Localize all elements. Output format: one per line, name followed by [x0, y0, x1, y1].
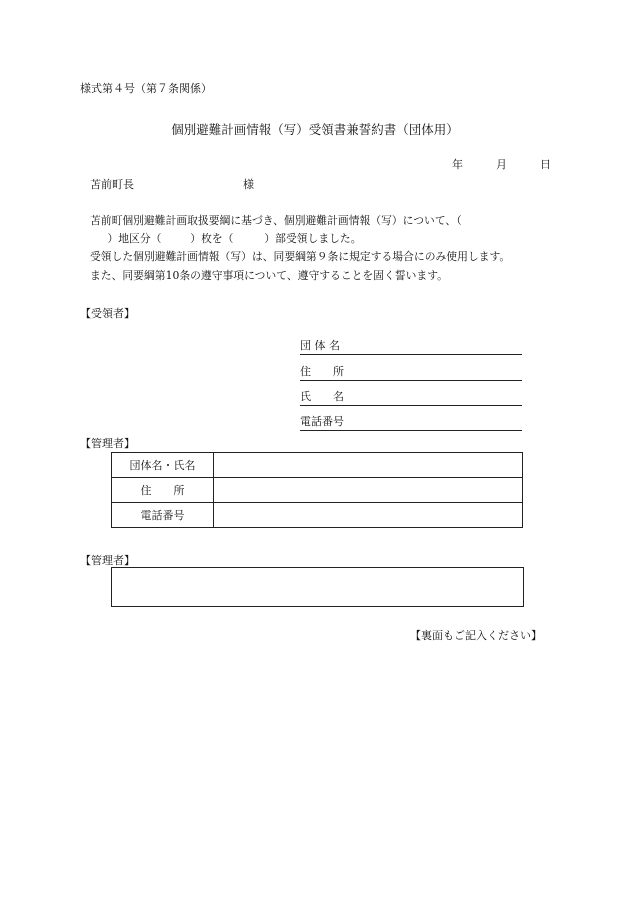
manager-box-heading: 【管理者】 [80, 554, 135, 567]
manager-box[interactable] [111, 567, 524, 607]
recipient-name-field[interactable] [300, 391, 522, 406]
body-line-4: また、同要綱第10条の遵守事項について、遵守することを固く誓います。 [90, 269, 448, 282]
table-row [112, 478, 523, 503]
footer-note: 【裏面もご記入ください】 [410, 629, 542, 642]
date-month: 月 [496, 158, 507, 171]
body-line-2 [90, 231, 362, 246]
manager-group-name-cell[interactable] [214, 453, 523, 478]
form-number: 様式第４号（第７条関係） [80, 82, 212, 95]
recipient-group-name-label: 団 体 名 [300, 339, 340, 352]
body-line-2-a: ）地区分（ [107, 232, 162, 245]
manager-heading: 【管理者】 [80, 437, 135, 450]
manager-phone-label: 電話番号 [112, 503, 214, 528]
manager-phone-cell[interactable] [214, 503, 523, 528]
recipient-phone-label: 電話番号 [300, 415, 344, 428]
manager-address-label: 住 所 [112, 478, 214, 503]
recipient-heading: 【受領者】 [80, 307, 135, 320]
table-row [112, 453, 523, 478]
manager-table [111, 452, 523, 528]
manager-address-cell[interactable] [214, 478, 523, 503]
body-line-1: 苫前町個別避難計画取扱要綱に基づき、個別避難計画情報（写）について、（ [90, 214, 462, 227]
recipient-name-label: 氏 名 [300, 390, 344, 403]
addressee [90, 176, 254, 192]
body-line-2-b: ）枚を（ [190, 232, 234, 245]
recipient-group-name-field[interactable] [300, 340, 522, 355]
body-line-3: 受領した個別避難計画情報（写）は、同要綱第９条に規定する場合にのみ使用します。 [90, 250, 511, 263]
body-line-2-c: ）部受領しました。 [264, 232, 362, 245]
recipient-address-field[interactable] [300, 366, 522, 381]
table-row [112, 503, 523, 528]
addressee-name: 苫前町長 [90, 178, 134, 191]
date-line [452, 156, 551, 172]
recipient-address-label: 住 所 [300, 365, 344, 378]
addressee-honorific: 様 [243, 178, 254, 191]
date-day: 日 [540, 158, 551, 171]
recipient-phone-field[interactable] [300, 416, 522, 431]
date-year: 年 [452, 158, 463, 171]
manager-group-name-label: 団体名・氏名 [112, 453, 214, 478]
document-title: 個別避難計画情報（写）受領書兼誓約書（団体用） [171, 122, 459, 137]
